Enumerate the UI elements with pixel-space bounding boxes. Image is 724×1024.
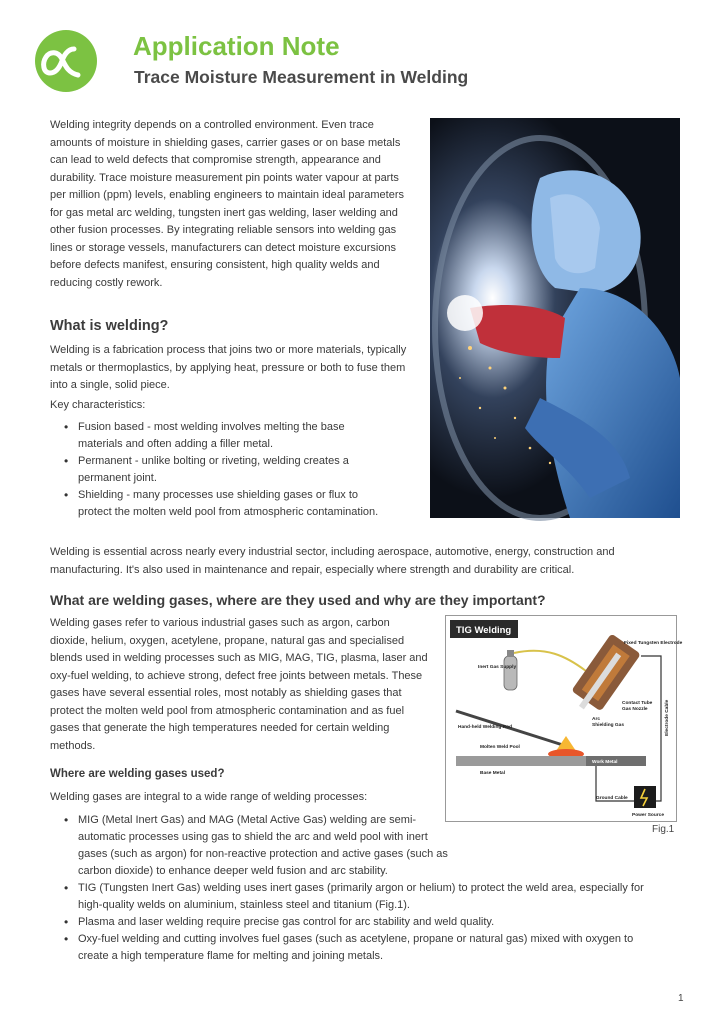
label-electrode-cable: Electrode Cable xyxy=(665,699,670,736)
section-heading-gases: What are welding gases, where are they used and why are they important? xyxy=(50,592,546,608)
welder-photo xyxy=(430,118,680,518)
tig-welding-diagram xyxy=(445,615,683,822)
key-characteristics-list xyxy=(56,419,386,521)
label-base-metal: Base Metal xyxy=(480,771,506,776)
label-inert-gas: Inert Gas Supply xyxy=(478,665,517,670)
welding-process-list xyxy=(56,812,656,965)
page-number: 1 xyxy=(678,993,684,1004)
list-item: • MIG (Metal Inert Gas) and MAG (Metal Active Gas) welding are semi-automatic processes using gas to shield the arc and weld pool with inert gases (such as argon) for non-reactive protection and active gases (such as carbon dioxide) to enhance deeper weld fusion and arc stability. xyxy=(56,812,448,880)
gases-used-intro: Welding gases are integral to a wide range of welding processes: xyxy=(50,791,368,803)
label-ground-cable: Ground Cable xyxy=(596,796,628,801)
label-contact-tube: Contact Tube xyxy=(622,701,653,706)
section-heading-welding: What is welding? xyxy=(50,318,169,334)
label-filler-rod: Hand-held Welding Rod xyxy=(458,725,513,730)
welding-closing-paragraph: Welding is essential across nearly every industrial sector, including aerospace, automotive, energy, construction and manufacturing. It's also used in maintenance and repair, especially where strength and durability are critical. xyxy=(50,546,615,576)
figure-title: TIG Welding xyxy=(456,625,512,636)
label-shielding-gas: Shielding Gas xyxy=(592,723,624,728)
label-power-source: Power Source xyxy=(632,813,664,818)
label-weld-pool: Molten Weld Pool xyxy=(480,745,520,750)
page-subtitle: Trace Moisture Measurement in Welding xyxy=(134,67,469,87)
alpha-icon xyxy=(34,29,98,93)
list-item: • Fusion based - most welding involves melting the base materials and often adding a filler metal. xyxy=(56,419,386,453)
label-tungsten: Fixed Tungsten Electrode xyxy=(624,641,683,646)
list-item: • Plasma and laser welding require precise gas control for arc stability and weld quality. xyxy=(56,914,656,931)
list-item: • Oxy-fuel welding and cutting involves fuel gases (such as acetylene, propane or natural gas) mixed with oxygen to create a high temperature flame for melting and joining metals. xyxy=(56,931,656,965)
figure-caption: Fig.1 xyxy=(652,824,675,835)
label-arc: Arc xyxy=(592,717,600,722)
list-item: • TIG (Tungsten Inert Gas) welding uses inert gases (primarily argon or helium) to protect the weld area, especially for high-quality welds on aluminium, stainless steel and titanium (Fig.1). xyxy=(56,880,656,914)
welding-gases-paragraph: Welding gases refer to various industrial gases such as argon, carbon dioxide, helium, oxygen, acetylene, propane, natural gas and specialised blends used in welding processes such as MIG, MAG, TIG, plasma, laser and oxy-fuel welding, to achieve strong, defect free joints between metals. These gases have several essential roles, most notably as shielding gases that protect the molten weld pool from atmospheric contamination and as fuel gases that generate the high temperatures needed for certain welding methods. xyxy=(50,617,428,752)
intro-paragraph: Welding integrity depends on a controlled environment. Even trace amounts of moisture in shielding gases, carrier gases or on base metals can lead to weld defects that compromise strength, appearance and durability. Trace moisture measurement pin points water vapour at parts per million (ppm) levels, enabling engineers to maintain ideal parameters for gas metal arc welding, tungsten inert gas welding, laser welding and other fusion processes. By integrating reliable sensors into welding gas lines or storage vessels, manufacturers can detect moisture excursions before defects manifest, ensuring consistent, high quality welds and reducing costly rework. xyxy=(50,119,405,289)
label-work-piece: Work Metal xyxy=(592,760,618,765)
key-characteristics-label: Key characteristics: xyxy=(50,399,146,411)
logo xyxy=(34,29,98,93)
welding-definition: Welding is a fabrication process that joins two or more materials, typically metals or thermoplastics, by applying heat, pressure or both to fuse them into a single, solid piece. xyxy=(50,344,407,391)
list-item: • Shielding - many processes use shielding gases or flux to protect the molten weld pool from atmospheric contamination. xyxy=(56,487,386,521)
label-gas-nozzle: Gas Nozzle xyxy=(622,707,648,712)
page-title: Application Note xyxy=(133,31,340,61)
subheading-gases-used: Where are welding gases used? xyxy=(50,768,225,780)
list-item: • Permanent - unlike bolting or riveting, welding creates a permanent joint. xyxy=(56,453,386,487)
